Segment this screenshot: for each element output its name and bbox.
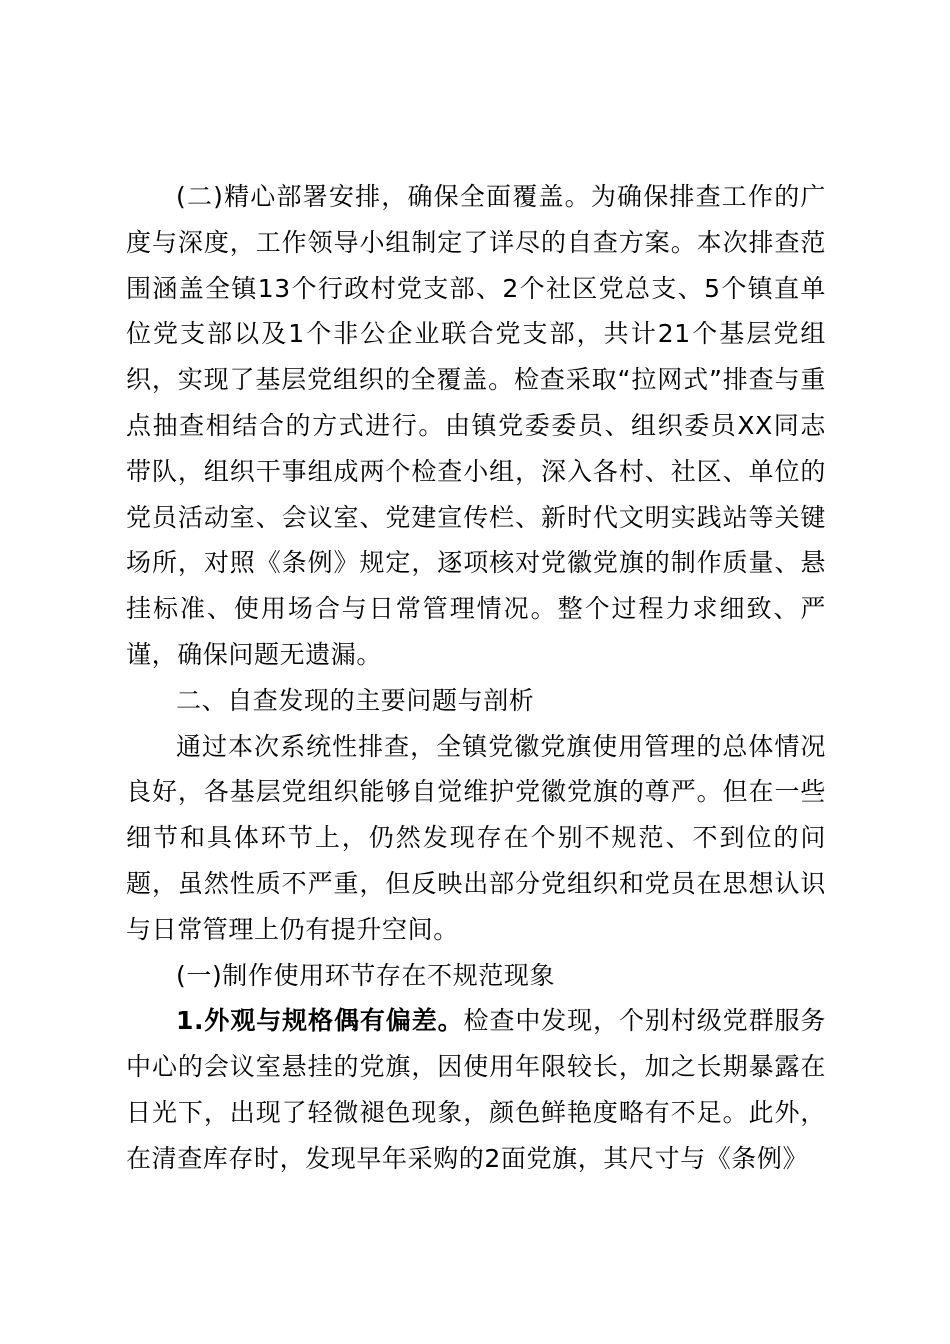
paragraph-appearance	[126, 998, 826, 1181]
paragraph-body-text: 检查中发现，个别村级党群服务中心的会议室悬挂的党旗，因使用年限较长，加之长期暴露在日光下，出现了轻微褪色现象，颜色鲜艳度略有不足。此外，在清查库存时，发现早年采购的2面党旗，其尺寸与《条例》	[126, 1006, 826, 1173]
paragraph-deployment: (二)精心部署安排，确保全面覆盖。为确保排查工作的广度与深度，工作领导小组制定了详尽的自查方案。本次排查范围涵盖全镇13个行政村党支部、2个社区党总支、5个镇直单位党支部以及1个非公企业联合党支部，共计21个基层党组织，实现了基层党组织的全覆盖。检查采取“拉网式”排查与重点抽查相结合的方式进行。由镇党委委员、组织委员XX同志带队，组织干事组成两个检查小组，深入各村、社区、单位的党员活动室、会议室、党建宣传栏、新时代文明实践站等关键场所，对照《条例》规定，逐项核对党徽党旗的制作质量、悬挂标准、使用场合与日常管理情况。整个过程力求细致、严谨，确保问题无遗漏。	[126, 182, 826, 669]
section-heading-problems: 二、自查发现的主要问题与剖析	[176, 685, 535, 715]
paragraph-bold-lead: 1.外观与规格偶有偏差。	[176, 1006, 464, 1036]
document-body	[126, 174, 826, 1182]
subsection-heading-production: (一)制作使用环节存在不规范现象	[176, 960, 556, 990]
paragraph-overview: 通过本次系统性排查，全镇党徽党旗使用管理的总体情况良好，各基层党组织能够自觉维护党徽党旗的尊严。但在一些细节和具体环节上，仍然发现存在个别不规范、不到位的问题，虽然性质不严重，但反映出部分党组织和党员在思想认识与日常管理上仍有提升空间。	[126, 731, 826, 944]
